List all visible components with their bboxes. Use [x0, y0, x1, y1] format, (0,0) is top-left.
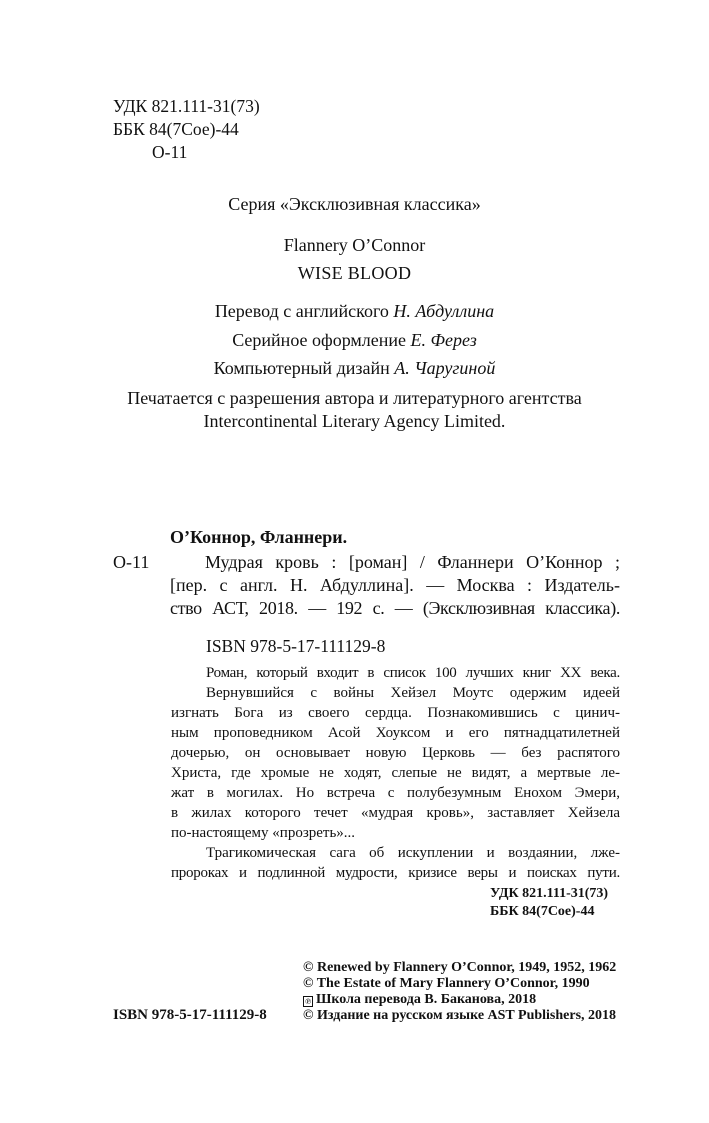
catalog-heading: О’Коннор, Фланнери. [170, 527, 348, 547]
bbk-code-bottom: ББК 84(7Сое)-44 [490, 904, 595, 919]
credit-translation [0, 301, 709, 322]
annotation-line: ным проповедником Асой Хоуксом и его пятнадцатилетней [171, 725, 620, 741]
credit-computer-design [0, 358, 709, 379]
annotation-line: пророках и подлинной мудрости, кризисе веры и поисках пути. [171, 865, 620, 881]
permission-line-1: Печатается с разрешения автора и литературного агентства [127, 388, 582, 408]
copyright-text: Renewed by Flannery O’Connor, 1949, 1952, 1962 [316, 960, 617, 975]
credit-name: Н. Абдуллина [393, 301, 495, 321]
copyright-icon: © [303, 960, 314, 975]
copyright-line [303, 960, 616, 976]
udk-code-top: УДК 821.111-31(73) [113, 96, 260, 116]
credit-name: А. Чаругиной [394, 358, 496, 378]
catalog-line: Мудрая кровь : [роман] / Фланнери О’Коннор ; [205, 552, 620, 572]
catalog-isbn: ISBN 978-5-17-111129-8 [206, 636, 386, 656]
catalog-author-mark: О-11 [113, 552, 150, 572]
sound-recording-icon: ℗ [303, 996, 313, 1007]
copyright-text: The Estate of Mary Flannery O’Connor, 1990 [316, 976, 590, 991]
annotation-line: дочерью, он основывает новую Церковь — без распятого [171, 745, 620, 761]
credit-role: Компьютерный дизайн [213, 358, 390, 378]
annotation-line: в жилах которого течет «мудрая кровь», заставляет Хейзела [171, 805, 620, 821]
annotation-line: по-настоящему «прозреть»... [171, 825, 356, 841]
copyright-line [303, 992, 536, 1008]
bbk-code-top: ББК 84(7Сое)-44 [113, 119, 239, 139]
copyright-text: Издание на русском языке AST Publishers, 2018 [316, 1008, 617, 1023]
catalog-line: [пер. с англ. Н. Абдуллина]. — Москва : Издатель- [170, 575, 620, 595]
copyright-icon: © [303, 976, 314, 991]
original-author: Flannery O’Connor [283, 235, 426, 255]
copyright-line [303, 976, 590, 992]
credit-series-design [0, 330, 709, 351]
credit-role: Перевод с английского [214, 301, 389, 321]
credit-name: Е. Ферез [410, 330, 477, 350]
series-title: Серия «Эксклюзивная классика» [228, 194, 481, 214]
catalog-line: ство АСТ, 2018. — 192 с. — (Эксклюзивная классика). [170, 598, 620, 618]
annotation-line: Трагикомическая сага об искуплении и воздаянии, лже- [206, 845, 620, 861]
annotation-line: Христа, где хромые не ходят, слепые не видят, а мертвые ле- [171, 765, 620, 781]
annotation-line: жат в могилах. Но встреча с полубезумным Енохом Эмери, [171, 785, 620, 801]
copyright-line [303, 1008, 616, 1024]
annotation-line: Вернувшийся с войны Хейзел Моутс одержим идеей [206, 685, 620, 701]
permission-line-2: Intercontinental Literary Agency Limited. [203, 411, 506, 431]
copyright-icon: © [303, 1008, 314, 1023]
author-mark-top: О-11 [152, 142, 188, 162]
isbn-bottom: ISBN 978-5-17-111129-8 [113, 1007, 267, 1023]
original-title: WISE BLOOD [297, 263, 412, 283]
credit-role: Серийное оформление [232, 330, 407, 350]
annotation-line: Роман, который входит в список 100 лучших книг XX века. [206, 665, 620, 681]
udk-code-bottom: УДК 821.111-31(73) [490, 886, 609, 901]
copyright-text: Школа перевода В. Баканова, 2018 [316, 992, 537, 1007]
annotation-line: изгнать Бога из своего сердца. Познакомившись с цинич- [171, 705, 620, 721]
